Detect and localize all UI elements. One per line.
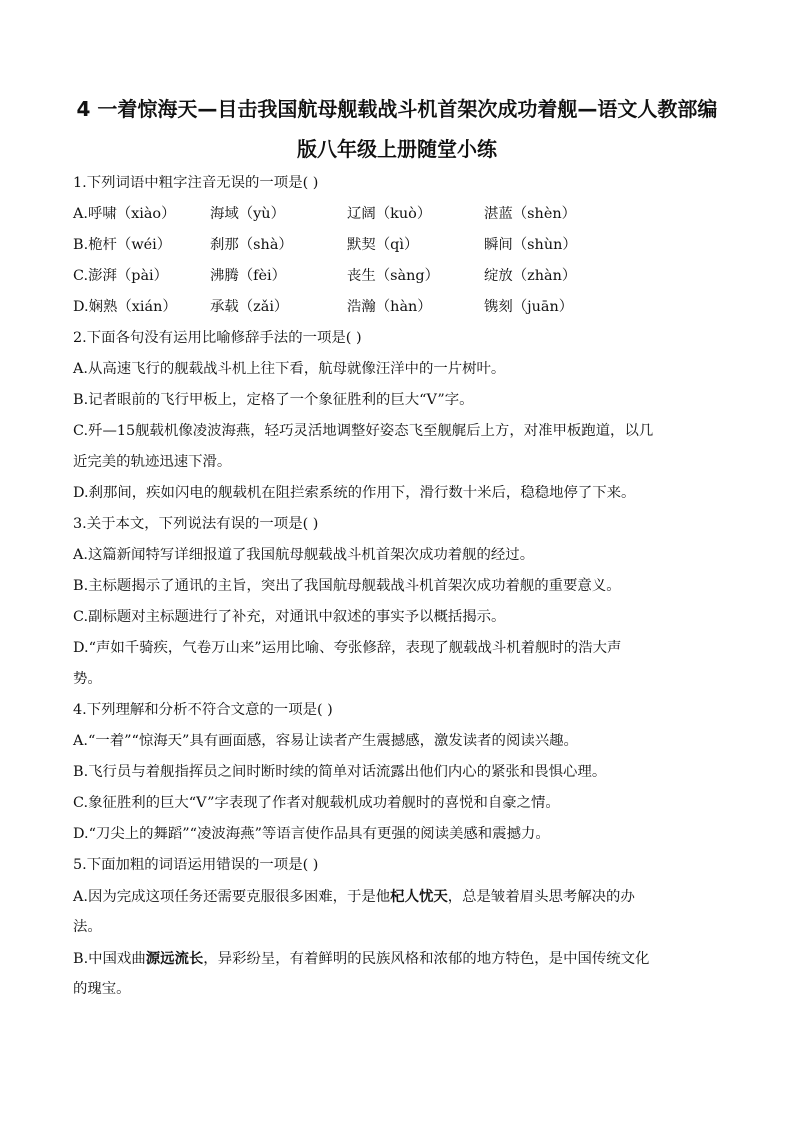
q1-b-word-2: 刹那（shà） — [210, 237, 293, 253]
q1-c-word-3: 丧生（sàng） — [347, 268, 440, 284]
q4-stem: 4.下列理解和分析不符合文意的一项是( ) — [73, 702, 333, 718]
q4-option-a: A.“一着”“惊海天”具有画面感，容易让读者产生震撼感，激发读者的阅读兴趣。 — [73, 733, 578, 749]
q2-option-c-line-2: 近完美的轨迹迅速下滑。 — [73, 454, 232, 470]
q1-c-word-1: C.澎湃（pài） — [73, 268, 169, 284]
q5-a-text-pre: A.因为完成这项任务还需要克服很多困难，于是他 — [73, 889, 391, 905]
document-title-line-1: 4 一着惊海天—目击我国航母舰载战斗机首架次成功着舰—语文人教部编 — [76, 97, 718, 121]
q1-d-word-3: 浩瀚（hàn） — [347, 299, 432, 315]
q3-option-d-line-2: 势。 — [73, 671, 102, 687]
q5-b-text-pre: B.中国戏曲 — [73, 951, 146, 967]
q4-option-b: B.飞行员与着舰指挥员之间时断时续的简单对话流露出他们内心的紧张和畏惧心理。 — [73, 764, 607, 780]
q1-a-word-4: 湛蓝（shèn） — [484, 206, 577, 222]
q4-option-d: D.“刀尖上的舞蹈”“凌波海燕”等语言使作品具有更强的阅读美感和震撼力。 — [73, 826, 550, 842]
q3-option-d-line-1: D.“声如千骑疾，气卷万山来”运用比喻、夸张修辞，表现了舰载战斗机着舰时的浩大声 — [73, 640, 622, 656]
q1-a-word-1: A.呼啸（xiào） — [73, 206, 176, 222]
q2-option-b: B.记者眼前的飞行甲板上，定格了一个象征胜利的巨大“V”字。 — [73, 392, 474, 408]
q2-stem: 2.下面各句没有运用比喻修辞手法的一项是( ) — [73, 330, 362, 346]
q3-stem: 3.关于本文，下列说法有误的一项是( ) — [73, 516, 319, 532]
q1-a-word-2: 海域（yù） — [210, 206, 285, 222]
q5-b-text-post: ，异彩纷呈，有着鲜明的民族风格和浓郁的地方特色，是中国传统文化 — [203, 951, 650, 967]
question-list — [73, 168, 723, 1005]
q5-option-b-line-2: 的瑰宝。 — [73, 981, 131, 997]
q2-option-a: A.从高速飞行的舰载战斗机上往下看，航母就像汪洋中的一片树叶。 — [73, 361, 506, 377]
q5-option-a-line-1 — [73, 881, 723, 912]
q1-stem: 1.下列词语中粗字注音无误的一项是( ) — [73, 175, 319, 191]
q2-option-d: D.刹那间，疾如闪电的舰载机在阻拦索系统的作用下，滑行数十米后，稳稳地停了下来。 — [73, 485, 636, 501]
q3-option-a: A.这篇新闻特写详细报道了我国航母舰载战斗机首架次成功着舰的经过。 — [73, 547, 535, 563]
q1-c-word-4: 绽放（zhàn） — [484, 268, 577, 284]
document-title-line-2: 版八年级上册随堂小练 — [297, 137, 497, 161]
q5-option-a-line-2: 法。 — [73, 919, 102, 935]
q1-b-word-4: 瞬间（shùn） — [484, 237, 577, 253]
q5-a-bold-phrase: 杞人忧天 — [390, 888, 448, 905]
q5-b-bold-phrase: 源远流长 — [145, 950, 204, 967]
q1-a-word-3: 辽阔（kuò） — [347, 206, 432, 222]
q1-option-row-a — [73, 199, 723, 230]
q5-option-b-line-1 — [73, 943, 723, 974]
q2-option-c-line-1: C.歼—15舰载机像凌波海燕，轻巧灵活地调整好姿态飞至舰艉后上方，对准甲板跑道，以几 — [73, 423, 654, 439]
q1-option-row-d — [73, 292, 723, 323]
q4-option-c: C.象征胜利的巨大“V”字表现了作者对舰载机成功着舰时的喜悦和自豪之情。 — [73, 795, 560, 811]
q1-d-word-4: 镌刻（juān） — [484, 299, 574, 315]
q1-option-row-c — [73, 261, 723, 292]
q3-option-c: C.副标题对主标题进行了补充，对通讯中叙述的事实予以概括揭示。 — [73, 609, 506, 625]
q5-a-text-post: ，总是皱着眉头思考解决的办 — [447, 889, 635, 905]
q5-stem: 5.下面加粗的词语运用错误的一项是( ) — [73, 857, 319, 873]
q1-option-row-b — [73, 230, 723, 261]
q1-c-word-2: 沸腾（fèi） — [210, 268, 287, 284]
q3-option-b: B.主标题揭示了通讯的主旨，突出了我国航母舰载战斗机首架次成功着舰的重要意义。 — [73, 578, 621, 594]
q1-d-word-2: 承载（zǎi） — [210, 299, 289, 315]
q1-d-word-1: D.娴熟（xián） — [73, 299, 177, 315]
q1-b-word-1: B.桅杆（wéi） — [73, 237, 172, 253]
q1-b-word-3: 默契（qì） — [347, 237, 419, 253]
